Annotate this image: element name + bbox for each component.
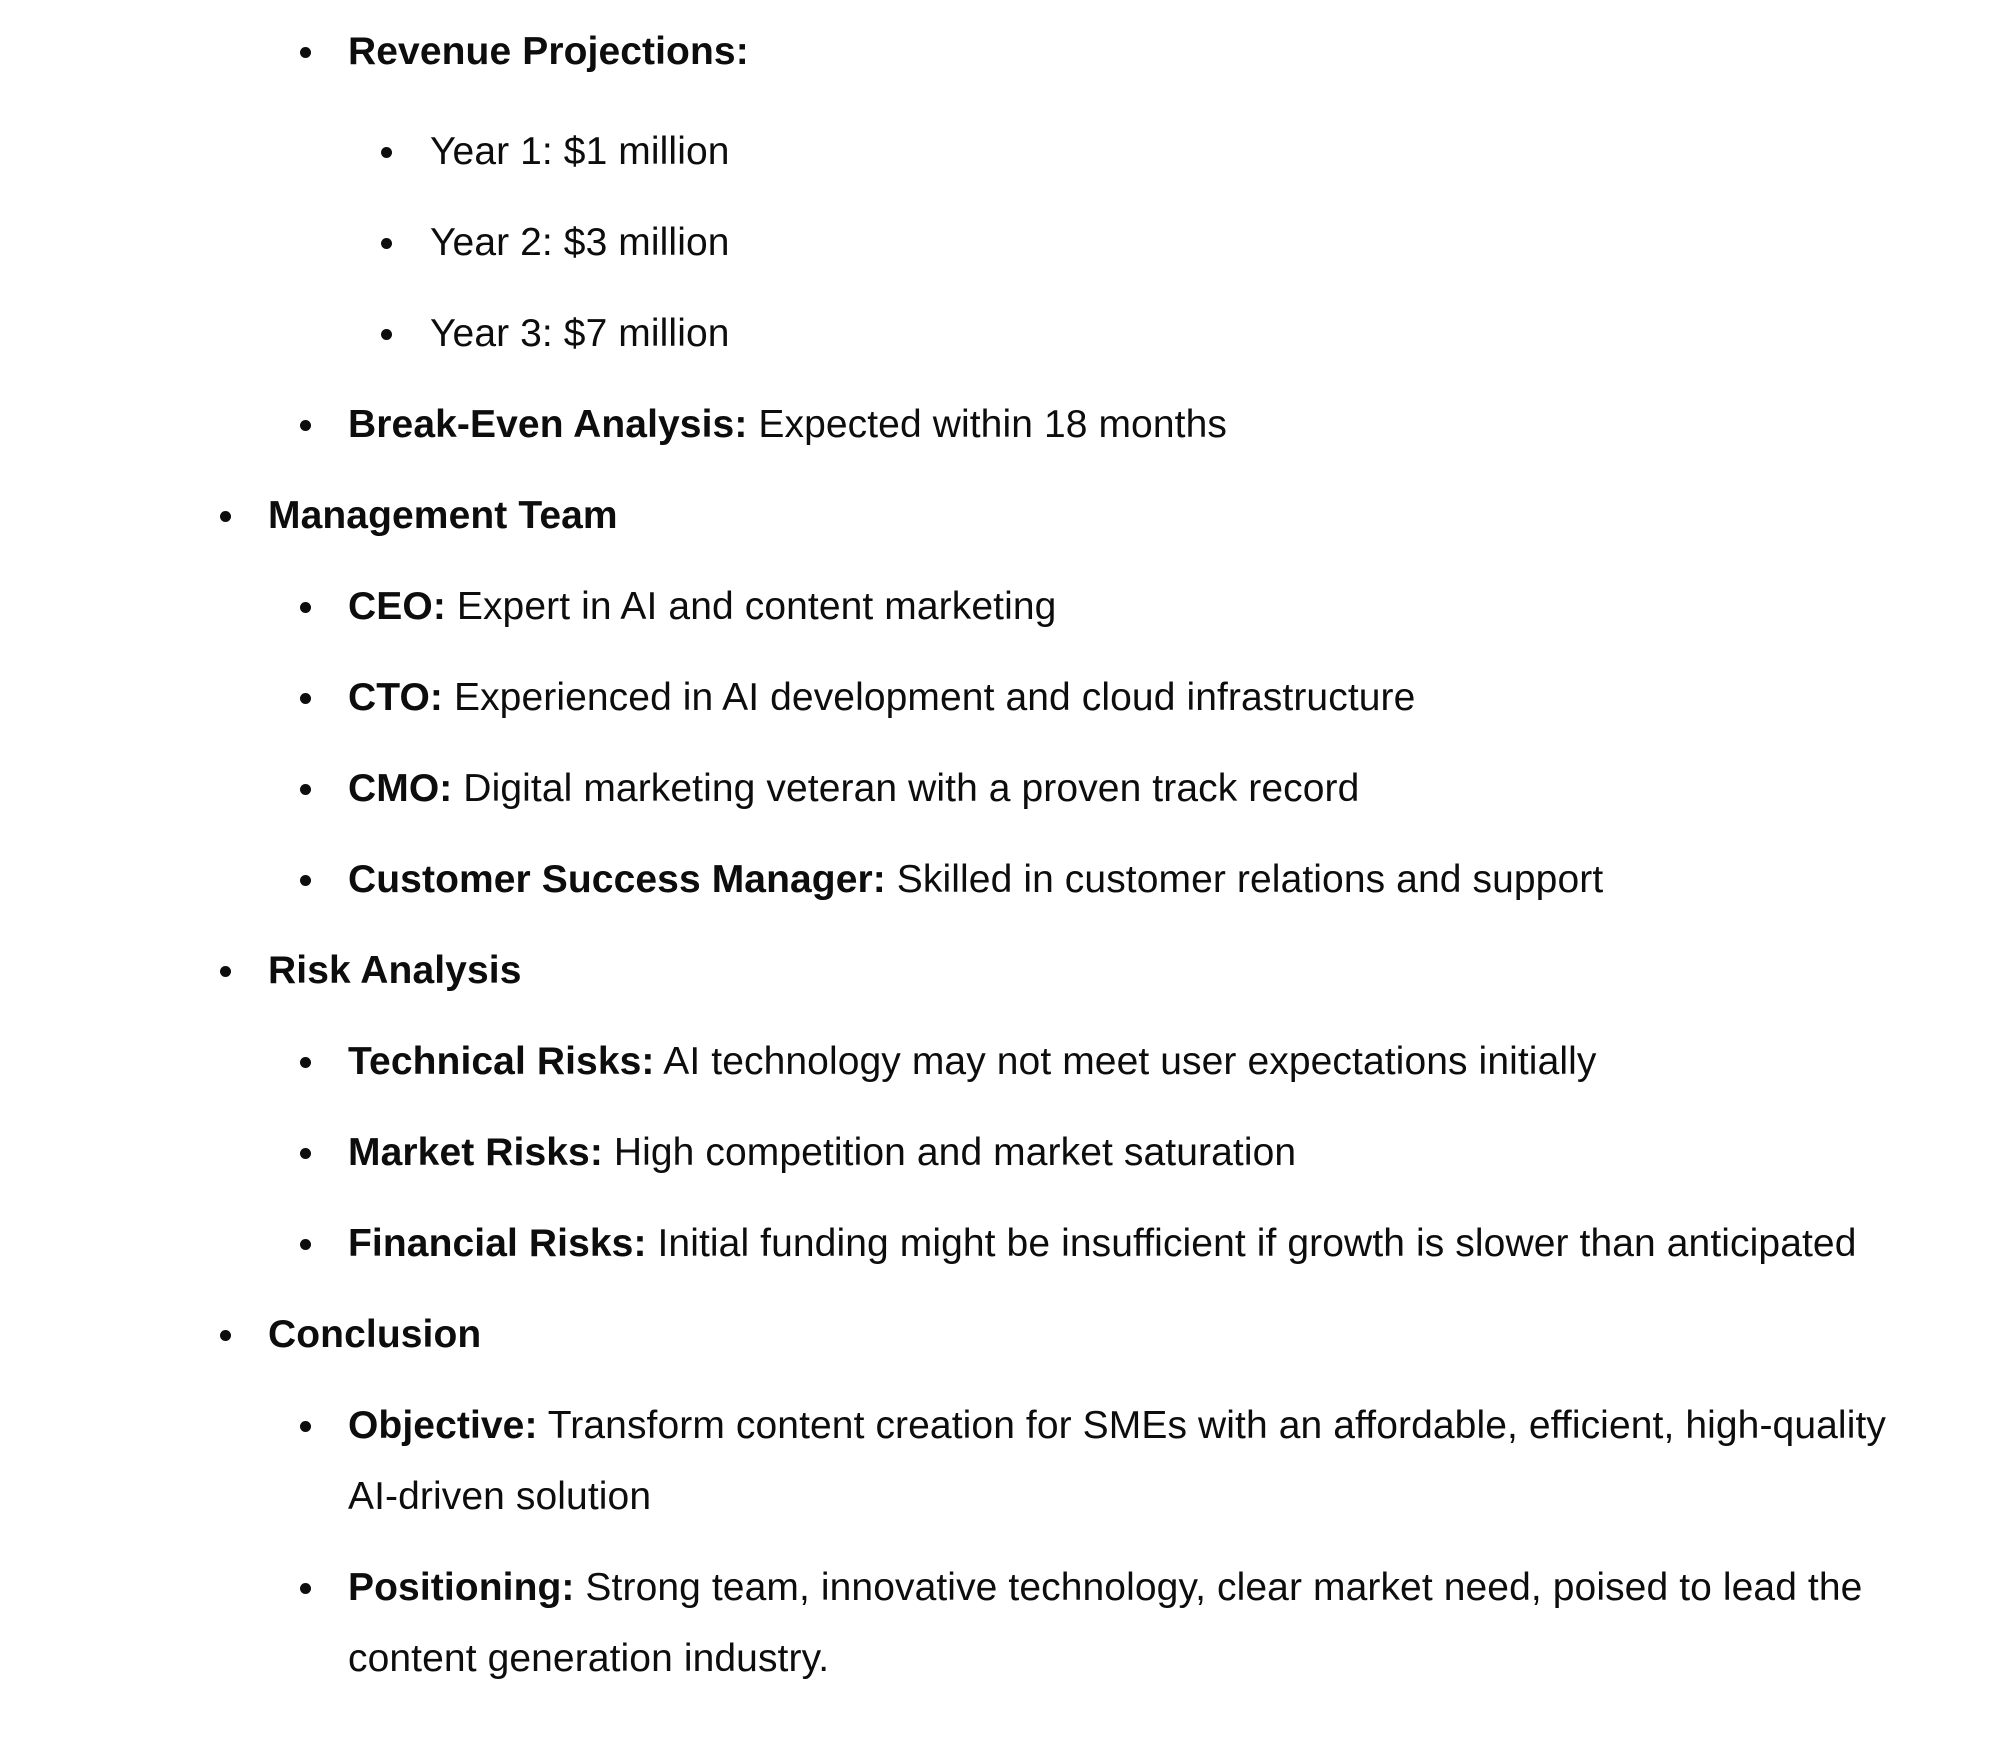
item-text: Expected within 18 months [747,403,1227,446]
list-item [348,844,1603,915]
management-heading: Management Team [268,494,618,537]
revenue-heading: Revenue Projections: [348,30,749,73]
bullet [300,693,311,704]
bullet [300,875,311,886]
item-label: Customer Success Manager: [348,858,886,901]
item-label: Financial Risks: [348,1222,647,1265]
list-item [348,1552,1862,1623]
item-label: Technical Risks: [348,1040,655,1083]
list-item: Year 1: $1 million [430,130,730,173]
item-label: Objective: [348,1404,538,1447]
item-label: CMO: [348,767,453,810]
list-item [348,1390,1886,1461]
bullet [381,329,392,340]
item-label: Positioning: [348,1566,575,1609]
item-text: Strong team, innovative technology, clear market need, poised to lead the [574,1566,1863,1609]
item-text: Digital marketing veteran with a proven track record [452,767,1360,810]
list-item [348,753,1359,824]
bullet [220,511,231,522]
bullet [300,1148,311,1159]
bullet [300,420,311,431]
item-label: Break-Even Analysis: [348,403,748,446]
item-text: Experienced in AI development and cloud infrastructure [443,676,1416,719]
bullet [300,1239,311,1250]
list-item [348,571,1056,642]
item-label: Market Risks: [348,1131,603,1174]
bullet [300,1583,311,1594]
list-item [348,662,1415,733]
list-item: Year 2: $3 million [430,221,730,264]
item-text: AI technology may not meet user expectations initially [654,1040,1597,1083]
risk-heading: Risk Analysis [268,949,522,992]
bullet [300,602,311,613]
bullet [300,784,311,795]
list-item [348,1117,1296,1188]
bullet [300,1421,311,1432]
bullet [381,147,392,158]
item-label: CEO: [348,585,446,628]
conclusion-heading: Conclusion [268,1313,482,1356]
bullet [300,47,311,58]
item-text: High competition and market saturation [602,1131,1297,1174]
list-item: Year 3: $7 million [430,312,730,355]
item-label: CTO: [348,676,444,719]
item-text: Expert in AI and content marketing [445,585,1057,628]
list-item [348,1026,1597,1097]
bullet [300,1057,311,1068]
item-text: Initial funding might be insufficient if growth is slower than anticipated [646,1222,1857,1265]
item-text: Skilled in customer relations and support [885,858,1604,901]
item-text: Transform content creation for SMEs with an affordable, efficient, high-quality [537,1404,1886,1447]
bullet [381,238,392,249]
list-item-continuation: AI-driven solution [348,1475,652,1518]
list-item [348,1208,1857,1279]
bullet [220,966,231,977]
bullet [220,1330,231,1341]
list-item-continuation: content generation industry. [348,1637,830,1680]
list-item [348,389,1227,460]
